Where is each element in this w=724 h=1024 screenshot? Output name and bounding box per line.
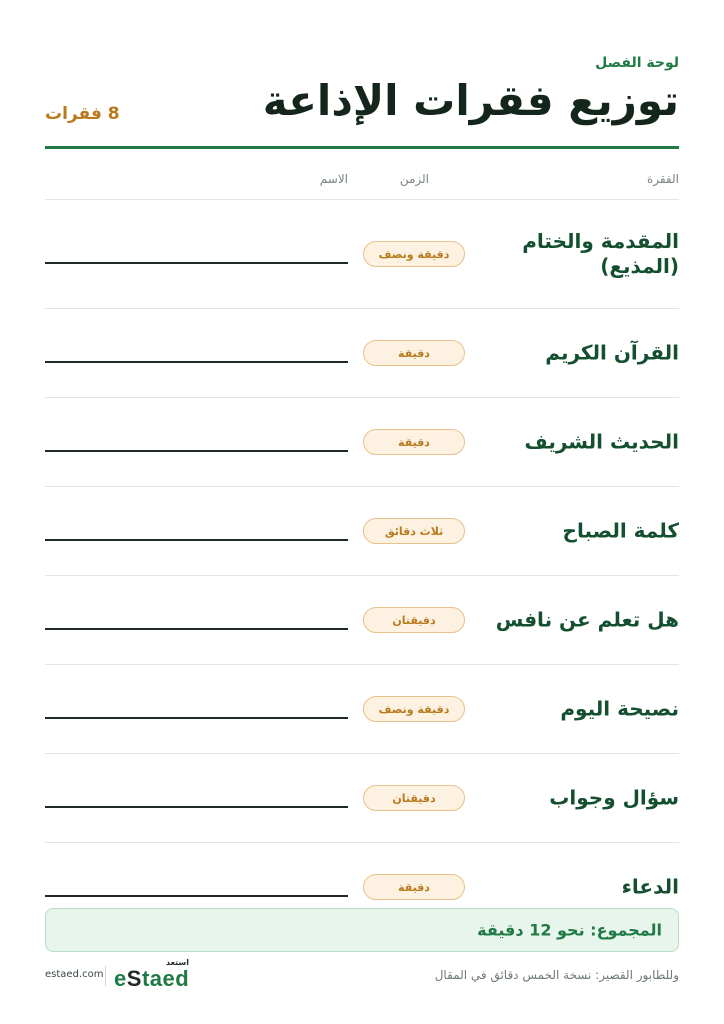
logo-wordmark	[114, 966, 189, 992]
row-label: المقدمة والختام (المذيع)	[522, 229, 679, 278]
row-label: القرآن الكريم	[545, 340, 679, 365]
duration-pill: دقيقتان	[363, 785, 465, 811]
name-write-line[interactable]	[45, 895, 348, 897]
row-label: سؤال وجواب	[549, 785, 679, 810]
column-header-item: الفقرة	[646, 172, 679, 186]
name-write-line[interactable]	[45, 806, 348, 808]
table-row	[45, 665, 679, 754]
table-row	[45, 487, 679, 576]
duration-pill: دقيقة ونصف	[363, 241, 465, 267]
row-label: كلمة الصباح	[562, 518, 679, 543]
row-label: الدعاء	[621, 874, 679, 899]
logo-letter-s: S	[126, 966, 142, 991]
schedule-rows	[45, 200, 679, 931]
logo-arabic-text: استعد	[166, 958, 190, 967]
table-row	[45, 576, 679, 665]
items-count-badge: 8 فقرات	[45, 104, 120, 124]
duration-pill: دقيقتان	[363, 607, 465, 633]
name-write-line[interactable]	[45, 539, 348, 541]
footer-divider	[105, 966, 106, 986]
estaed-logo	[114, 958, 206, 992]
total-duration: المجموع: نحو 12 دقيقة	[477, 920, 662, 940]
name-write-line[interactable]	[45, 361, 348, 363]
logo-letter-e: e	[114, 966, 127, 991]
table-row	[45, 200, 679, 309]
column-header-name: الاسم	[319, 172, 348, 186]
name-write-line[interactable]	[45, 628, 348, 630]
duration-pill: دقيقة	[363, 429, 465, 455]
table-row	[45, 309, 679, 398]
duration-pill: دقيقة	[363, 874, 465, 900]
duration-pill: دقيقة ونصف	[363, 696, 465, 722]
row-label: نصيحة اليوم	[560, 696, 679, 721]
duration-pill: ثلاث دقائق	[363, 518, 465, 544]
row-label: الحديث الشريف	[524, 429, 679, 454]
duration-pill: دقيقة	[363, 340, 465, 366]
table-row	[45, 398, 679, 487]
name-write-line[interactable]	[45, 450, 348, 452]
broadcast-schedule-sheet	[45, 0, 679, 1024]
table-row	[45, 754, 679, 843]
name-write-line[interactable]	[45, 717, 348, 719]
page-kicker: لوحة الفصل	[595, 55, 679, 71]
site-domain: estaed.com	[45, 969, 104, 980]
row-label: هل تعلم عن نافس	[495, 607, 679, 632]
column-header-time: الزمن	[399, 172, 429, 186]
page-title: توزيع فقرات الإذاعة	[262, 76, 679, 125]
name-write-line[interactable]	[45, 262, 348, 264]
total-box	[45, 908, 679, 952]
footer-note: وللطابور القصير: نسخة الخمس دقائق في المقال	[434, 968, 679, 982]
title-divider	[45, 146, 679, 149]
logo-letters-rest: taed	[141, 966, 190, 991]
